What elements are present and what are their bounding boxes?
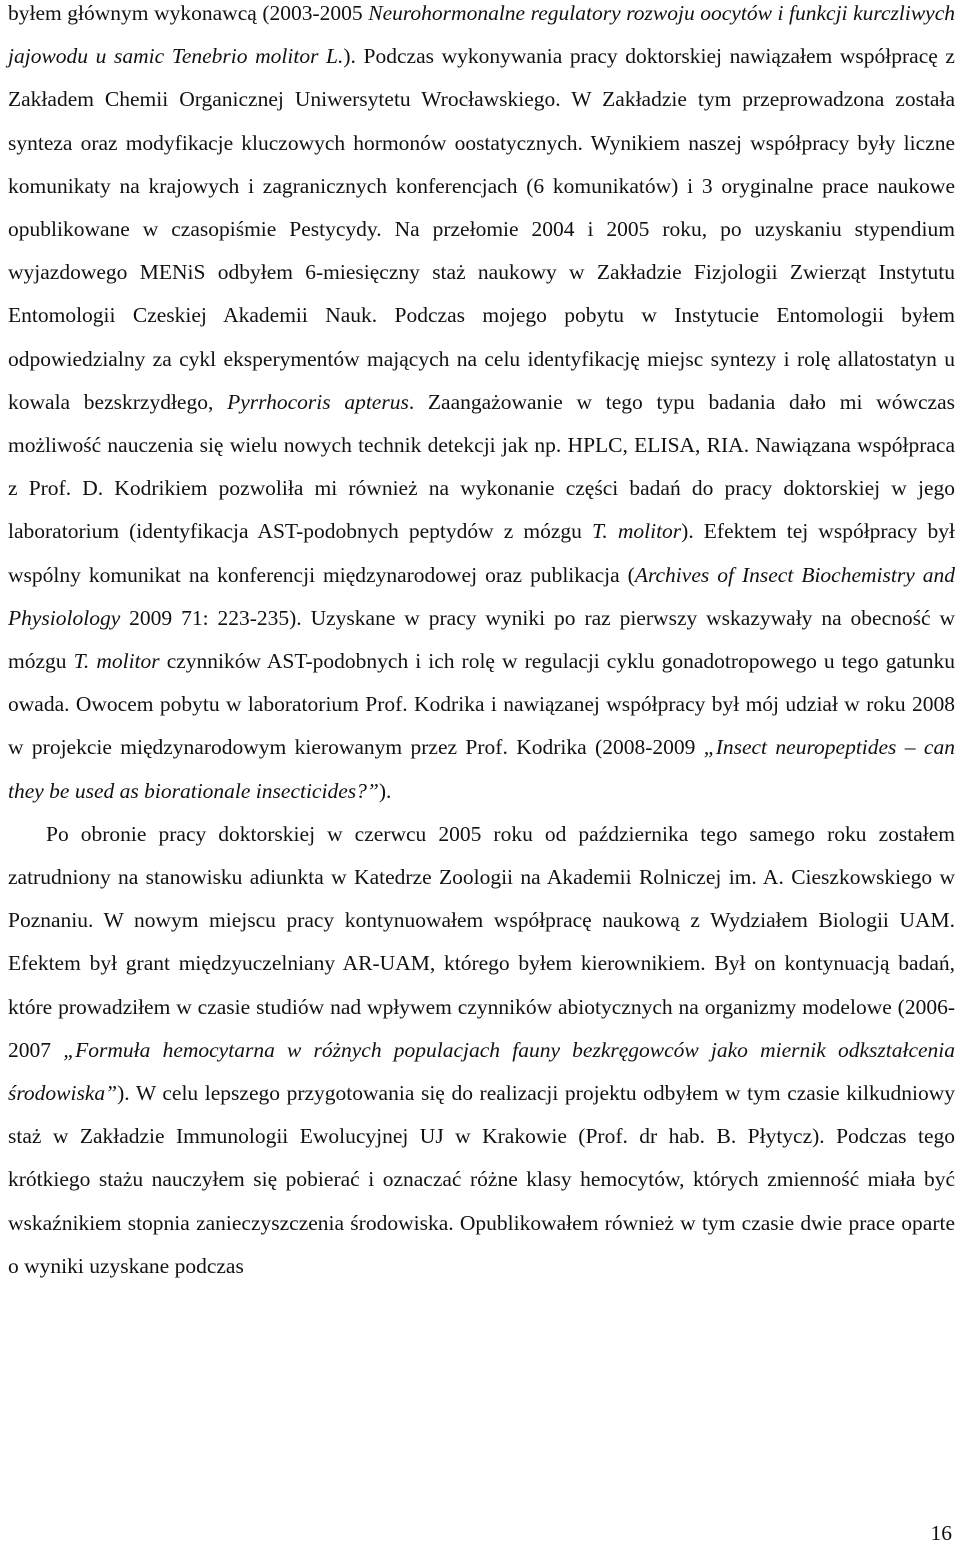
- text-run: 2009 71: 223-235). Uzyskane w pracy wyniki po raz pierwszy wskazywały na obecność w mózgu: [8, 605, 955, 674]
- text-run: ). Efektem tej współpracy był wspólny komunikat na konferencji międzynarodowej oraz publikacja (: [8, 519, 955, 587]
- italic-text-run: T. molitor: [592, 519, 682, 544]
- italic-text-run: T. molitor: [73, 649, 160, 674]
- text-run: ).: [378, 778, 392, 803]
- italic-text-run: Archives of Insect Biochemistry and Physiolology: [8, 562, 956, 630]
- text-run: Po obronie pracy doktorskiej w czerwcu 2005 roku od października tego samego roku zostałem zatrudniony na stanowisku adiunkta w Katedrze Zoologii na Akademii Rolniczej im. A. Cieszkowskiego w Poznaniu. W nowym miejscu pracy kontynuowałem współpracę naukową z Wydziałem Biologii UAM. Efektem był grant międzyuczelniany AR-UAM, którego byłem kierownikiem. Był on kontynuacją badań, które prowadziłem w czasie studiów nad wpływem czynników abiotycznych na organizmy modelowe (2006-2007: [8, 821, 955, 1062]
- document-page: [8, 0, 955, 1288]
- page-number: 16: [930, 1521, 952, 1545]
- italic-text-run: „Formuła hemocytarna w różnych populacjach fauny bezkręgowców jako miernik odkształcenia środowiska”: [8, 1037, 955, 1106]
- paragraph-phd-collaboration: [8, 0, 955, 813]
- text-run: czynników AST-podobnych i ich rolę w regulacji cyklu gonadotropowego u tego gatunku owada. Owocem pobytu w laboratorium Prof. Kodrika i nawiązanej współpracy był mój udział w roku 2008 w projekcie międzynarodowym kierowanym przez Prof. Kodrika (2008-2009: [8, 649, 955, 760]
- italic-text-run: Pyrrhocoris apterus: [227, 389, 409, 414]
- text-run: byłem głównym wykonawcą (2003-2005: [8, 1, 369, 25]
- text-run: ). Podczas wykonywania pracy doktorskiej nawiązałem współpracę z Zakładem Chemii Organicznej Uniwersytetu Wrocławskiego. W Zakładzie tym przeprowadzona została synteza oraz modyfikacje kluczowych hormonów oostatycznych. Wynikiem naszej współpracy były liczne komunikaty na krajowych i zagranicznych konferencjach (6 komunikatów) i 3 oryginalne prace naukowe opublikowane w czasopiśmie Pestycydy. Na przełomie 2004 i 2005 roku, po uzyskaniu stypendium wyjazdowego MENiS odbyłem 6-miesięczny staż naukowy w Zakładzie Fizjologii Zwierząt Instytutu Entomologii Czeskiej Akademii Nauk. Podczas mojego pobytu w Instytucie Entomologii byłem odpowiedzialny za cykl eksperymentów mających na celu identyfikację miejsc syntezy i rolę allatostatyn u kowala bezskrzydłego,: [8, 44, 955, 414]
- paragraph-poznan-employment: [8, 813, 955, 1288]
- text-run: ). W celu lepszego przygotowania się do realizacji projektu odbyłem w tym czasie kilkudniowy staż w Zakładzie Immunologii Ewolucyjnej UJ w Krakowie (Prof. dr hab. B. Płytycz). Podczas tego krótkiego stażu nauczyłem się pobierać i oznaczać różne klasy hemocytów, których zmienność miała być wskaźnikiem stopnia zanieczyszczenia środowiska. Opublikowałem również w tym czasie dwie prace oparte o wyniki uzyskane podczas: [8, 1081, 955, 1278]
- italic-text-run: „Insect neuropeptides – can they be used as biorationale insecticides?”: [8, 735, 955, 803]
- italic-text-run: Neurohormonalne regulatory rozwoju oocytów i funkcji kurczliwych jajowodu u samic Tenebrio molitor L.: [8, 1, 955, 69]
- text-run: . Zaangażowanie w tego typu badania dało mi wówczas możliwość nauczenia się wielu nowych technik detekcji jak np. HPLC, ELISA, RIA. Nawiązana współpraca z Prof. D. Kodrikiem pozwoliła mi również na wykonanie części badań do pracy doktorskiej w jego laboratorium (identyfikacja AST-podobnych peptydów z mózgu: [8, 389, 955, 544]
